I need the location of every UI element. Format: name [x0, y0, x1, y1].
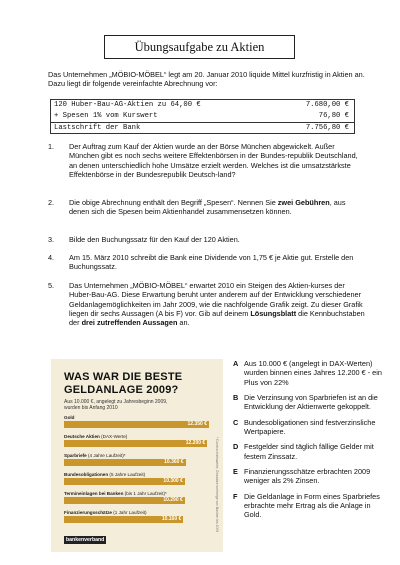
bar — [64, 478, 185, 485]
statement-letter: B — [233, 392, 239, 402]
bar-value-label: 12.200 € — [185, 440, 206, 446]
question-number: 2. — [48, 198, 55, 207]
bar — [64, 459, 186, 466]
statement-c — [233, 418, 383, 437]
question-text: Bilde den Buchungssatz für den Kauf der 120 Aktien. — [69, 235, 240, 244]
bank-statement — [50, 99, 355, 134]
statement-b — [233, 393, 383, 412]
statement-a — [233, 359, 383, 387]
statement-text: Die Geldanlage in Form eines Sparbriefes erbrachte mehr Ertrag als die Anlage in Gold. — [244, 491, 380, 520]
statement-text: Finanzierungsschätze erbrachten 2009 weniger als 2% Zinsen. — [244, 466, 371, 486]
bar-item — [64, 510, 209, 529]
bar — [64, 421, 209, 428]
bar-value-label: 10.360 € — [164, 459, 184, 465]
statement-value: 7.756,80 € — [305, 124, 349, 132]
question-number: 5. — [48, 281, 55, 290]
infographic-footnote: * Durchschnittswerte; Zinssätze vorherige von Banken bis 2009 — [215, 437, 219, 533]
statement-f — [233, 492, 383, 520]
bar-label: Finanzierungsschätze (1 Jahr Laufzeit) — [64, 510, 147, 515]
statement-letter: C — [233, 417, 239, 427]
statement-letter: F — [233, 491, 238, 501]
infographic-title: WAS WAR DIE BESTE GELDANLAGE 2009? — [64, 371, 183, 397]
statement-value: 76,80 € — [318, 112, 349, 120]
statement-text: Die Verzinsung von Sparbriefen ist an die Entwicklung der Aktienwerte gekoppelt. — [244, 392, 378, 412]
bar-item — [64, 453, 209, 472]
bar-label: Gold — [64, 415, 75, 420]
question-number: 3. — [48, 235, 55, 244]
statement-text: Festgelder sind täglich fällige Gelder mit festem Zinssatz. — [244, 442, 374, 461]
bar-label: Deutsche Aktien (DAX-Werte) — [64, 434, 128, 439]
question-number: 1. — [48, 142, 55, 151]
statement-row-fees — [51, 111, 354, 122]
statement-row-shares — [51, 100, 354, 111]
question-text: Am 15. März 2010 schreibt die Bank eine Dividende von 1,75 € je Aktie gut. Erstelle den Buchungssatz. — [69, 253, 354, 272]
question-5 — [48, 281, 366, 328]
bar-value-label: 10.290 € — [163, 497, 183, 503]
statement-d — [233, 442, 383, 461]
statement-text: Bundesobligationen sind festverzinsliche Wertpapiere. — [244, 417, 376, 436]
question-text: Die obige Abrechnung enthält den Begriff „Spesen“. Nennen Sie zwei Gebühren, aus denen sich die Spesen beim Aktienhandel zusammensetzen können. — [69, 198, 346, 217]
statement-text: Aus 10.000 € (angelegt in DAX-Werten) wurden binnen eines Jahres 12.200 € - ein Plus von 22% — [244, 359, 382, 387]
investment-infographic — [51, 359, 223, 552]
statement-letter: A — [233, 359, 239, 368]
statement-row-total — [51, 122, 354, 133]
bankenverband-logo: bankenverband — [66, 537, 105, 543]
question-number: 4. — [48, 253, 55, 262]
bar-item — [64, 415, 209, 434]
statement-letter: E — [233, 466, 238, 476]
bar-label: Sparbriefe (4 Jahre Laufzeit)* — [64, 453, 126, 458]
statement-label: + Spesen 1% vom Kurswert — [54, 112, 158, 120]
bar-value-label: 12.350 € — [187, 421, 207, 427]
bar-label: Bundesobligationen (5 Jahre Laufzeit) — [64, 472, 146, 477]
bar — [64, 440, 207, 447]
bar-item — [64, 472, 209, 491]
bar — [64, 497, 185, 504]
intro-text: Das Unternehmen „MÖBIO-MÖBEL“ legt am 20. Januar 2010 liquide Mittel kurzfristig in Aktien an. Dazu liegt dir folgende vereinfachte Abrechnung vor: — [48, 70, 365, 89]
question-2 — [48, 198, 366, 217]
bar-label: Termineinlagen bei Banken (bis 1 Jahr Laufzeit)* — [64, 491, 167, 496]
statement-e — [233, 467, 383, 486]
bar-item — [64, 491, 209, 510]
bar-value-label: 10.300 € — [163, 478, 183, 484]
bar-item — [64, 434, 209, 453]
question-text: Der Auftrag zum Kauf der Aktien wurde an der Börse München abgewickelt. Außer München gibt es noch sechs weitere Effektenbörsen in der Bundes-republik Deutschland, an denen unterschiedlich hohe Umsätze erzielt werden. Welches ist die umsatzstärkste Effektenbörse in der Bundesrepublik Deutsch-land? — [69, 142, 358, 179]
question-3 — [48, 235, 366, 244]
page-title: Übungsaufgabe zu Aktien — [104, 35, 295, 59]
statement-label: Lastschrift der Bank — [54, 124, 141, 132]
question-text: Das Unternehmen „MÖBIO-MÖBEL“ erwartet 2010 ein Steigen des Aktien-kurses der Huber-Bau-AG. Diese Erwartung beruht unter anderem auf der Entwicklung verschiedener Geldanlagemöglichkeiten im Jahr 2009, wie die nachfolgende Grafik zeigt. Zu dieser Grafik liegen dir sechs Aussagen (A bis F) vor. Gib auf deinem Lösungsblatt die Kennbuchstaben der drei zutreffenden Aussagen an. — [69, 281, 365, 328]
question-1 — [48, 142, 366, 179]
bar-chart — [64, 415, 209, 529]
statement-value: 7.680,00 € — [305, 101, 349, 109]
bar — [64, 516, 183, 523]
bar-value-label: 10.160 € — [161, 516, 182, 522]
statement-letter: D — [233, 442, 239, 452]
infographic-subtitle: Aus 10.000 €, angelegt zu Jahresbeginn 2009, wurden bis Anfang 2010 — [64, 399, 168, 411]
statements-list — [233, 359, 383, 526]
statement-label: 120 Huber-Bau-AG-Aktien zu 64,00 € — [54, 101, 201, 109]
question-4 — [48, 253, 366, 272]
